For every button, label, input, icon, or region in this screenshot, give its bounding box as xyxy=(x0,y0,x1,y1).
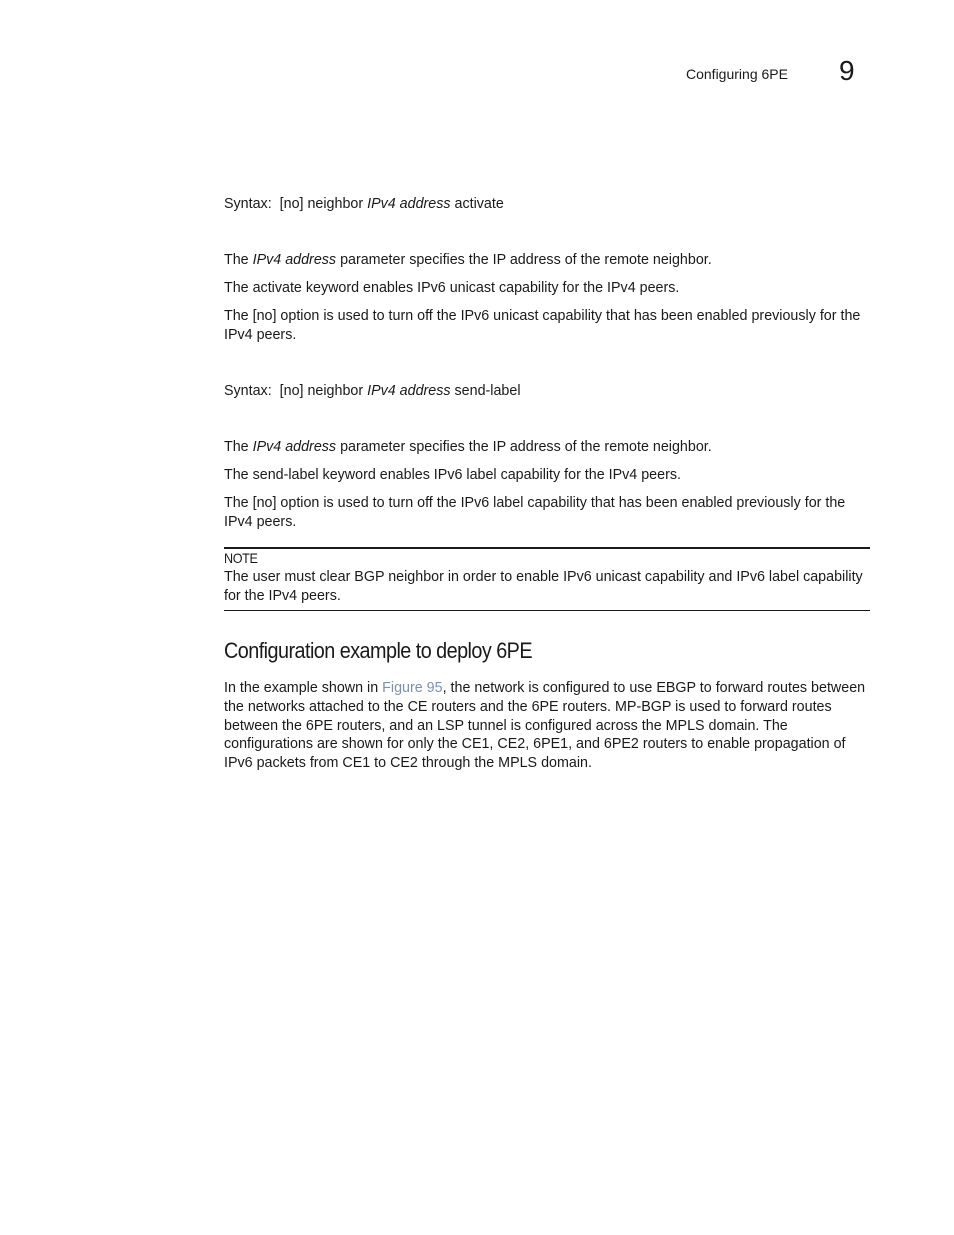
syntax-activate xyxy=(224,195,870,214)
note-text: The user must clear BGP neighbor in order to enable IPv6 unicast capability and IPv6 label capability for the IPv4 peers. xyxy=(224,569,863,604)
desc1-param-line xyxy=(224,251,870,270)
desc2-param-line xyxy=(224,438,870,457)
text-fragment: , the network is configured to use EBGP to forward routes between the networks attached to the CE routers and the 6PE routers. MP-BGP is used to forward routes between the 6PE routers, and an LSP tunnel is configured across the MPLS domain. The configurations are shown for only the CE1, CE2, 6PE1, and 6PE2 routers to enable propagation of IPv6 packets from CE1 to CE2 through the MPLS domain. xyxy=(224,680,866,772)
desc2-keyword-line: The send-label keyword enables IPv6 label capability for the IPv4 peers. xyxy=(224,467,681,483)
syntax-prefix: [no] neighbor xyxy=(279,383,364,399)
chapter-number: 9 xyxy=(839,55,855,86)
note-bottom-rule xyxy=(224,610,870,611)
desc1-keyword-line: The activate keyword enables IPv6 unicast capability for the IPv4 peers. xyxy=(224,280,680,296)
figure-link[interactable]: Figure 95 xyxy=(382,680,443,696)
text-fragment: The xyxy=(224,439,249,455)
section-heading: Configuration example to deploy 6PE xyxy=(224,638,533,663)
param-name: IPv4 address xyxy=(252,252,337,268)
syntax-keyword: send-label xyxy=(454,383,521,399)
syntax-param: IPv4 address xyxy=(367,383,451,399)
running-header-title: Configuring 6PE xyxy=(686,66,788,82)
syntax-label: Syntax: xyxy=(224,196,272,212)
text-fragment: The xyxy=(224,252,249,268)
syntax-prefix: [no] neighbor xyxy=(279,196,364,212)
text-fragment: In the example shown in xyxy=(224,680,379,696)
syntax-param: IPv4 address xyxy=(367,196,451,212)
syntax-label: Syntax: xyxy=(224,383,272,399)
text-fragment: parameter specifies the IP address of the remote neighbor. xyxy=(340,252,712,268)
note-label: NOTE xyxy=(224,550,258,566)
syntax-keyword: activate xyxy=(454,196,504,212)
syntax-send-label xyxy=(224,382,870,401)
text-fragment: parameter specifies the IP address of the remote neighbor. xyxy=(340,439,712,455)
note-top-rule xyxy=(224,547,870,549)
param-name: IPv4 address xyxy=(252,439,337,455)
section-intro xyxy=(224,679,870,773)
desc1-no-option: The [no] option is used to turn off the IPv6 unicast capability that has been enabled previously for the IPv4 peers. xyxy=(224,308,861,343)
desc2-no-option: The [no] option is used to turn off the IPv6 label capability that has been enabled previously for the IPv4 peers. xyxy=(224,495,846,530)
